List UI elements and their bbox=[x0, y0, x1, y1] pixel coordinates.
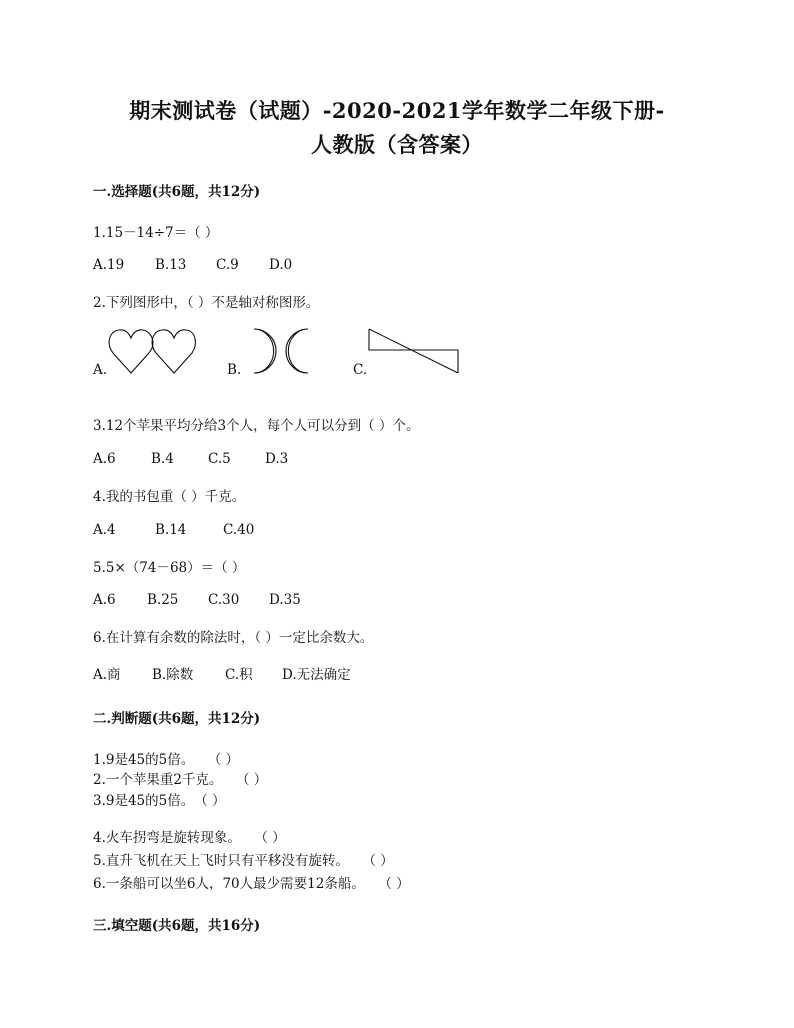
section2-heading: 二.判断题(共6题，共12分) bbox=[93, 711, 261, 727]
question-6: 6.在计算有余数的除法时，（ ）一定比余数大。 bbox=[93, 630, 374, 646]
q5-option-b: B.25 bbox=[147, 592, 179, 608]
q4-option-b: B.14 bbox=[155, 522, 187, 538]
question-4: 4.我的书包重（ ）千克。 bbox=[93, 489, 246, 505]
q6-option-a: A.商 bbox=[93, 667, 121, 683]
q5-option-a: A.6 bbox=[93, 592, 116, 608]
q3-option-b: B.4 bbox=[151, 451, 174, 467]
judge-item-2: 2.一个苹果重2千克。 （ ） bbox=[93, 772, 268, 788]
section3-heading: 三.填空题(共6题，共16分) bbox=[93, 918, 261, 934]
q6-option-c: C.积 bbox=[225, 667, 253, 683]
q1-option-c: C.9 bbox=[216, 257, 239, 273]
question-5: 5.5×（74－68）＝（ ） bbox=[93, 560, 246, 576]
q3-option-c: C.5 bbox=[208, 451, 231, 467]
q1-option-a: A.19 bbox=[93, 257, 125, 273]
q2-option-b: B. bbox=[227, 362, 242, 378]
judge-item-1: 1.9是45的5倍。 （ ） bbox=[93, 752, 240, 768]
page-title-line2: 人教版（含答案） bbox=[311, 132, 483, 157]
crescents-figure bbox=[240, 326, 325, 376]
section1-heading: 一.选择题(共6题，共12分) bbox=[93, 184, 261, 200]
question-4-options bbox=[93, 522, 254, 538]
q1-option-d: D.0 bbox=[269, 257, 293, 273]
hearts-figure bbox=[108, 326, 198, 376]
judge-item-3: 3.9是45的5倍。 （ ） bbox=[93, 793, 226, 809]
question-2: 2.下列图形中，（ ）不是轴对称图形。 bbox=[93, 295, 320, 311]
judge-item-6: 6.一条船可以坐6人，70人最少需要12条船。 （ ） bbox=[93, 876, 410, 892]
judge-item-4: 4.火车拐弯是旋转现象。 （ ） bbox=[93, 830, 286, 846]
question-3: 3.12个苹果平均分给3个人，每个人可以分到（ ）个。 bbox=[93, 418, 420, 434]
q5-option-d: D.35 bbox=[269, 592, 301, 608]
page-title-line1: 期末测试卷（试题）-2020-2021学年数学二年级下册- bbox=[129, 98, 665, 123]
q2-option-a: A. bbox=[93, 362, 108, 378]
q4-option-c: C.40 bbox=[223, 522, 255, 538]
q6-option-b: B.除数 bbox=[152, 667, 194, 683]
question-5-options bbox=[93, 592, 301, 608]
q3-option-a: A.6 bbox=[93, 451, 116, 467]
parallelogram-figure bbox=[368, 328, 460, 374]
question-1: 1.15－14÷7＝（ ） bbox=[93, 225, 219, 241]
question-1-options bbox=[93, 257, 292, 273]
q2-option-c: C. bbox=[353, 362, 368, 378]
q3-option-d: D.3 bbox=[265, 451, 289, 467]
q5-option-c: C.30 bbox=[208, 592, 240, 608]
q4-option-a: A.4 bbox=[93, 522, 116, 538]
question-6-options bbox=[93, 663, 351, 683]
judge-item-5: 5.直升飞机在天上飞时只有平移没有旋转。 （ ） bbox=[93, 853, 394, 869]
q1-option-b: B.13 bbox=[155, 257, 187, 273]
question-3-options bbox=[93, 451, 288, 467]
q6-option-d: D.无法确定 bbox=[282, 667, 351, 683]
